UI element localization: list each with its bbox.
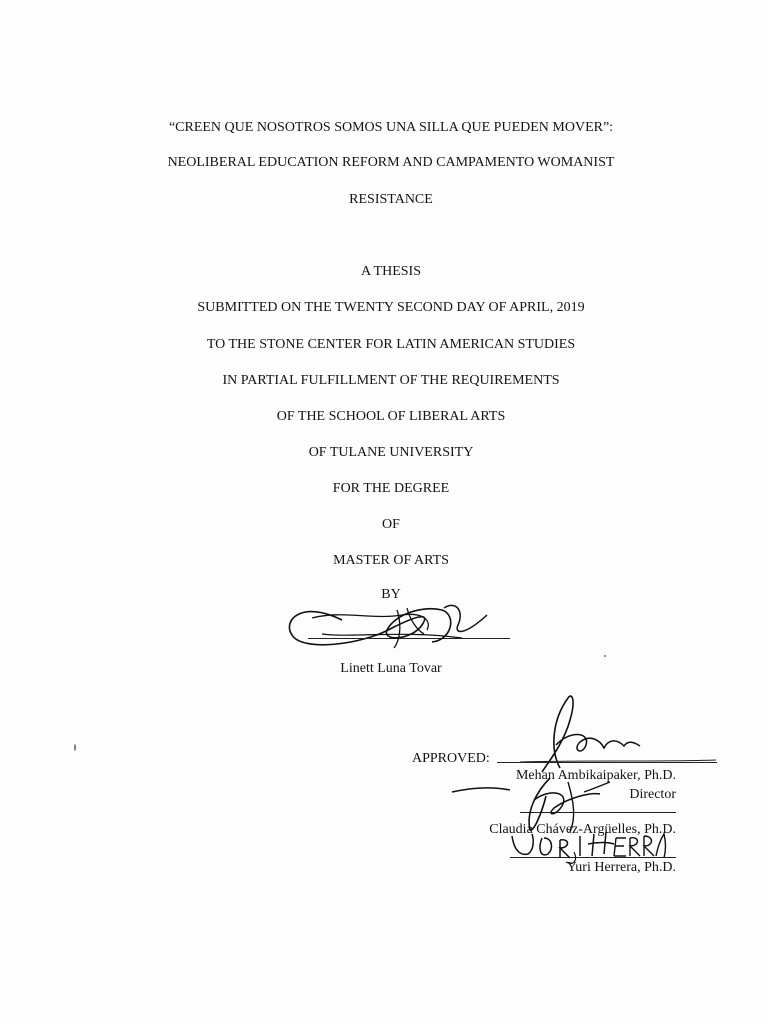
by-label: BY (381, 587, 401, 602)
scan-speck (74, 744, 76, 751)
director-signature (520, 690, 720, 780)
approval-signature-line-1 (497, 762, 717, 763)
author-name: Linett Luna Tovar (340, 661, 442, 676)
title-line-3: RESISTANCE (349, 192, 433, 207)
director-role: Director (629, 787, 676, 802)
university-line: OF TULANE UNIVERSITY (308, 445, 474, 460)
approval-signature-line-2 (520, 812, 676, 813)
director-name: Mehan Ambikaipaker, Ph.D. (515, 768, 676, 783)
degree-name: MASTER OF ARTS (333, 553, 449, 568)
of-line: OF (382, 517, 400, 532)
committee-member-name-1: Claudia Chávez-Argüelles, Ph.D. (489, 822, 676, 837)
scan-speck (604, 655, 606, 657)
approved-label: APPROVED: (412, 751, 490, 766)
title-line-1: “CREEN QUE NOSOTROS SOMOS UNA SILLA QUE PUEDEN MOVER”: (168, 120, 614, 135)
degree-line: FOR THE DEGREE (332, 481, 450, 496)
approval-signature-line-3 (510, 857, 676, 858)
school-line: OF THE SCHOOL OF LIBERAL ARTS (276, 409, 506, 424)
committee-member-name-2: Yuri Herrera, Ph.D. (566, 860, 676, 875)
document-type: A THESIS (360, 264, 422, 279)
submission-date-line: SUBMITTED ON THE TWENTY SECOND DAY OF APRIL, 2019 (197, 300, 585, 315)
center-line: TO THE STONE CENTER FOR LATIN AMERICAN STUDIES (206, 337, 576, 352)
fulfillment-line: IN PARTIAL FULFILLMENT OF THE REQUIREMENTS (222, 373, 560, 388)
title-line-2: NEOLIBERAL EDUCATION REFORM AND CAMPAMENTO WOMANIST (167, 155, 615, 170)
author-signature (282, 590, 492, 662)
author-signature-line (308, 638, 510, 639)
